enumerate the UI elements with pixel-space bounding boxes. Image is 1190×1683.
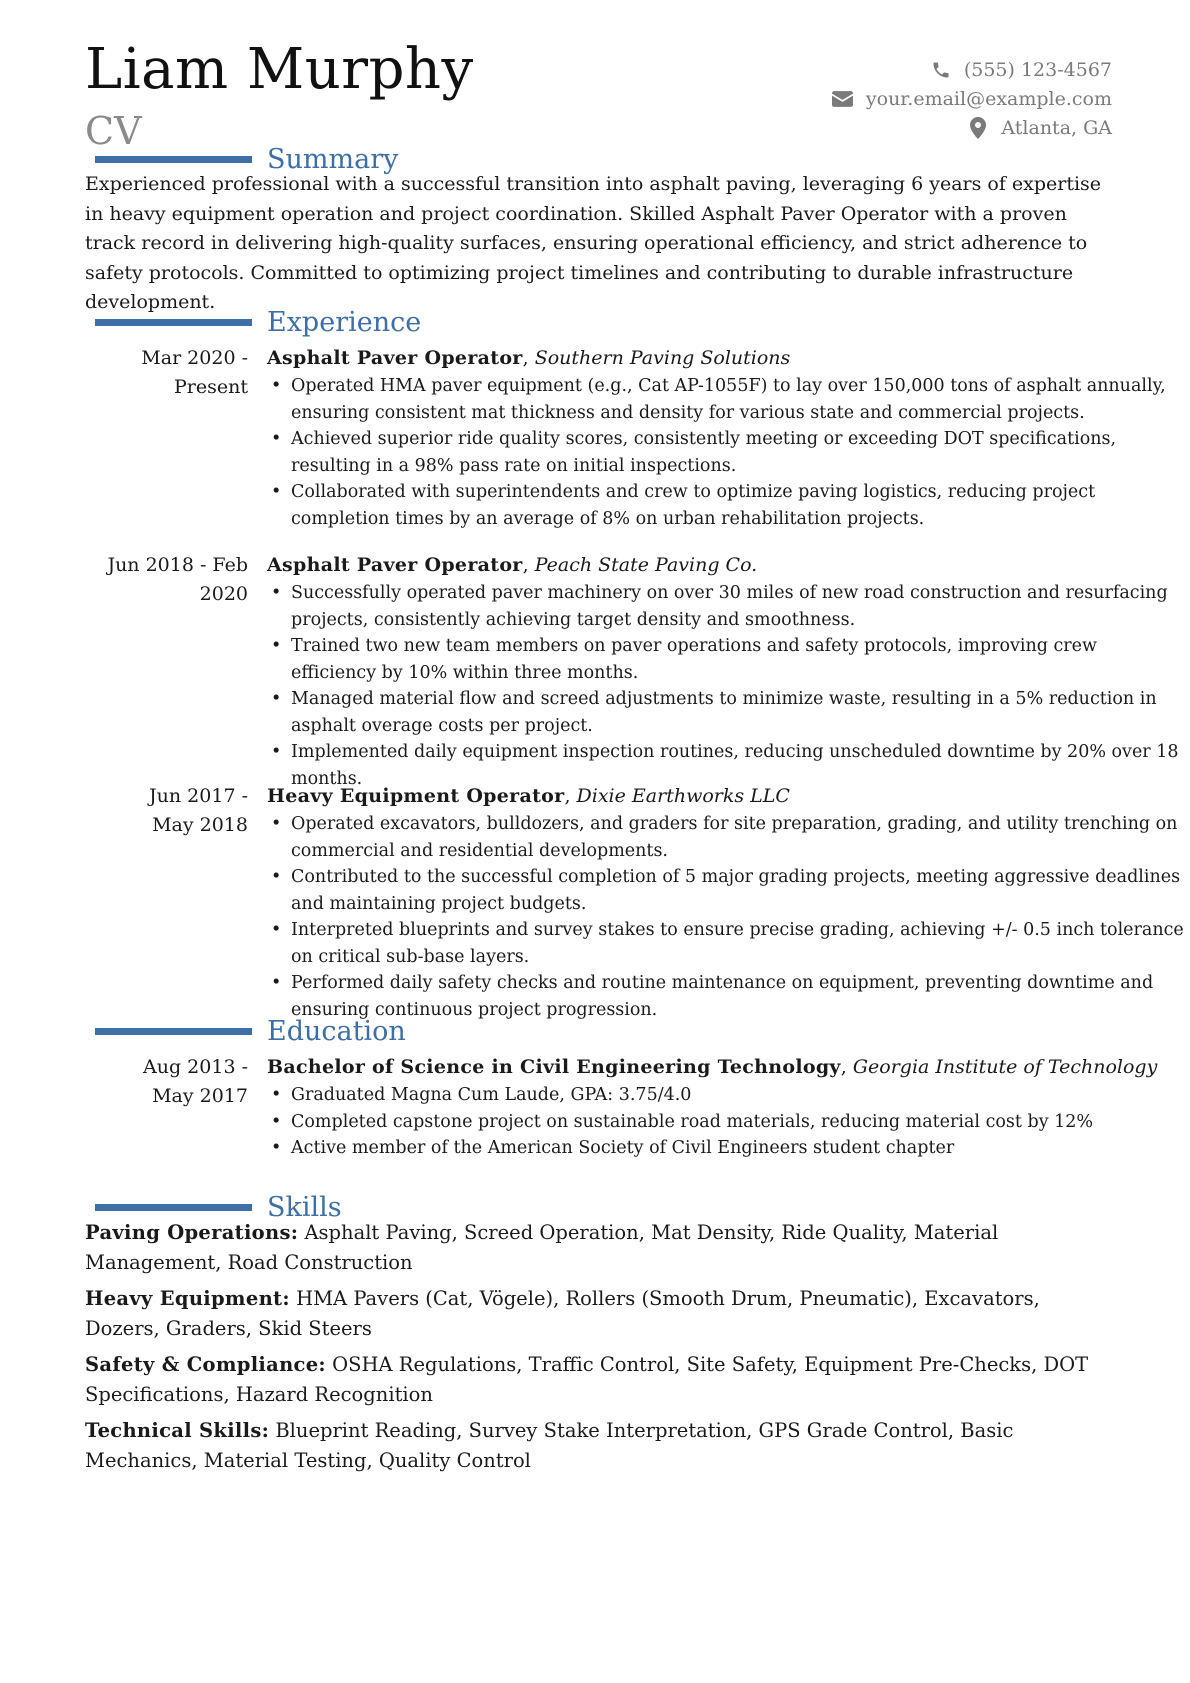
contact-email — [692, 84, 1112, 113]
skill-value: HMA Pavers (Cat, Vögele), Rollers (Smooth Drum, Pneumatic), Excavators, Dozers, Graders, Skid Steers — [85, 1287, 1040, 1340]
entry-date — [85, 551, 248, 609]
section-title: Experience — [267, 306, 422, 338]
bullet-item: • Achieved superior ride quality scores, consistently meeting or exceeding DOT specifications, resulting in a 98% pass rate on initial inspections. — [267, 426, 1185, 479]
document-subtitle: CV — [85, 109, 142, 153]
date-end: May 2017 — [152, 1085, 248, 1107]
section-title: Summary — [267, 143, 399, 175]
location-text: Atlanta, GA — [1001, 116, 1112, 139]
date-end: Present — [174, 376, 248, 398]
bullet-item: • Collaborated with superintendents and crew to optimize paving logistics, reducing project completion times by an average of 8% on urban rehabilitation projects. — [267, 479, 1185, 532]
entry-body — [267, 551, 1185, 792]
entry-bullets — [267, 1082, 1185, 1162]
entry-org: Dixie Earthworks LLC — [576, 785, 790, 807]
map-pin-icon — [967, 117, 989, 139]
contact-block — [692, 55, 1112, 142]
section-accent-bar — [95, 156, 252, 163]
skill-value: Blueprint Reading, Survey Stake Interpretation, GPS Grade Control, Basic Mechanics, Material Testing, Quality Control — [85, 1419, 1014, 1472]
person-name: Liam Murphy — [85, 37, 474, 102]
section-accent-bar — [95, 319, 252, 326]
entry-role: Heavy Equipment Operator — [267, 785, 565, 807]
bullet-item: • Contributed to the successful completion of 5 major grading projects, meeting aggressive deadlines and maintaining project budgets. — [267, 864, 1185, 917]
skill-key: Technical Skills: — [85, 1419, 270, 1442]
contact-phone — [692, 55, 1112, 84]
skill-row — [85, 1350, 1105, 1409]
entry-date — [85, 344, 248, 402]
phone-text: (555) 123-4567 — [963, 58, 1112, 81]
bullet-item: • Graduated Magna Cum Laude, GPA: 3.75/4.0 — [267, 1082, 1185, 1109]
date-end: May 2018 — [152, 814, 248, 836]
bullet-item: • Successfully operated paver machinery on over 30 miles of new road construction and resurfacing projects, consistently achieving target density and smoothness. — [267, 580, 1185, 633]
skill-row — [85, 1284, 1105, 1343]
bullet-item: • Operated HMA paver equipment (e.g., Cat AP-1055F) to lay over 150,000 tons of asphalt annually, ensuring consistent mat thickness and density for various state and commercial projects. — [267, 373, 1185, 426]
entry-bullets — [267, 373, 1185, 532]
section-accent-bar — [95, 1028, 252, 1035]
bullet-item: • Completed capstone project on sustainable road materials, reducing material cost by 12% — [267, 1109, 1185, 1136]
entry-role: Bachelor of Science in Civil Engineering Technology — [267, 1056, 841, 1078]
section-accent-bar — [95, 1204, 252, 1211]
entry-date — [85, 782, 248, 840]
entry-bullets — [267, 580, 1185, 792]
envelope-icon — [832, 88, 854, 110]
skill-value: Asphalt Paving, Screed Operation, Mat Density, Ride Quality, Material Management, Road Construction — [85, 1221, 999, 1274]
bullet-item: • Operated excavators, bulldozers, and graders for site preparation, grading, and utility trenching on commercial and residential developments. — [267, 811, 1185, 864]
entry-heading: Asphalt Paver Operator, Peach State Paving Co. — [267, 554, 758, 576]
entry-org: Georgia Institute of Technology — [852, 1056, 1158, 1078]
bullet-item: • Trained two new team members on paver operations and safety protocols, improving crew efficiency by 10% within three months. — [267, 633, 1185, 686]
skill-row — [85, 1218, 1105, 1277]
skill-row — [85, 1416, 1105, 1475]
bullet-item: • Interpreted blueprints and survey stakes to ensure precise grading, achieving +/- 0.5 inch tolerance on critical sub-base layers. — [267, 917, 1185, 970]
section-title: Skills — [267, 1191, 342, 1223]
date-start: Jun 2017 - — [149, 785, 248, 807]
skill-key: Safety & Compliance: — [85, 1353, 326, 1376]
section-education-header — [95, 1013, 406, 1049]
bullet-item: • Managed material flow and screed adjustments to minimize waste, resulting in a 5% reduction in asphalt overage costs per project. — [267, 686, 1185, 739]
section-experience-header — [95, 304, 421, 340]
section-title: Education — [267, 1015, 406, 1047]
date-end: 2020 — [199, 583, 248, 605]
email-text[interactable]: your.email@example.com — [865, 87, 1112, 110]
date-start: Mar 2020 - — [141, 347, 248, 369]
date-start: Aug 2013 - — [143, 1056, 248, 1078]
bullet-item: • Active member of the American Society of Civil Engineers student chapter — [267, 1135, 1185, 1162]
summary-text: Experienced professional with a successful transition into asphalt paving, leveraging 6 years of expertise in heavy equipment operation and project coordination. Skilled Asphalt Paver Operator with a proven track record in delivering high-quality surfaces, ensuring operational efficiency, and strict adherence to safety protocols. Committed to optimizing project timelines and contributing to durable infrastructure development. — [85, 173, 1102, 313]
skill-key: Heavy Equipment: — [85, 1287, 290, 1310]
entry-org: Peach State Paving Co. — [534, 554, 758, 576]
date-start: Jun 2018 - Feb — [107, 554, 248, 576]
entry-body — [267, 344, 1185, 532]
entry-heading: Asphalt Paver Operator, Southern Paving Solutions — [267, 347, 791, 369]
entry-date — [85, 1053, 248, 1111]
bullet-item: • Implemented daily equipment inspection routines, reducing unscheduled downtime by 20% over 18 months. — [267, 739, 1185, 792]
skill-key: Paving Operations: — [85, 1221, 299, 1244]
entry-org: Southern Paving Solutions — [534, 347, 791, 369]
entry-heading: Heavy Equipment Operator, Dixie Earthworks LLC — [267, 785, 790, 807]
entry-body — [267, 1053, 1185, 1162]
entry-heading: Bachelor of Science in Civil Engineering Technology, Georgia Institute of Technology — [267, 1056, 1158, 1078]
entry-bullets — [267, 811, 1185, 1023]
entry-role: Asphalt Paver Operator — [267, 347, 523, 369]
entry-role: Asphalt Paver Operator — [267, 554, 523, 576]
phone-icon — [930, 59, 952, 81]
entry-body — [267, 782, 1185, 1023]
bullet-item: • Performed daily safety checks and routine maintenance on equipment, preventing downtime and ensuring continuous project progression. — [267, 970, 1185, 1023]
contact-location — [692, 113, 1112, 142]
skill-value: OSHA Regulations, Traffic Control, Site Safety, Equipment Pre-Checks, DOT Specifications, Hazard Recognition — [85, 1353, 1089, 1406]
